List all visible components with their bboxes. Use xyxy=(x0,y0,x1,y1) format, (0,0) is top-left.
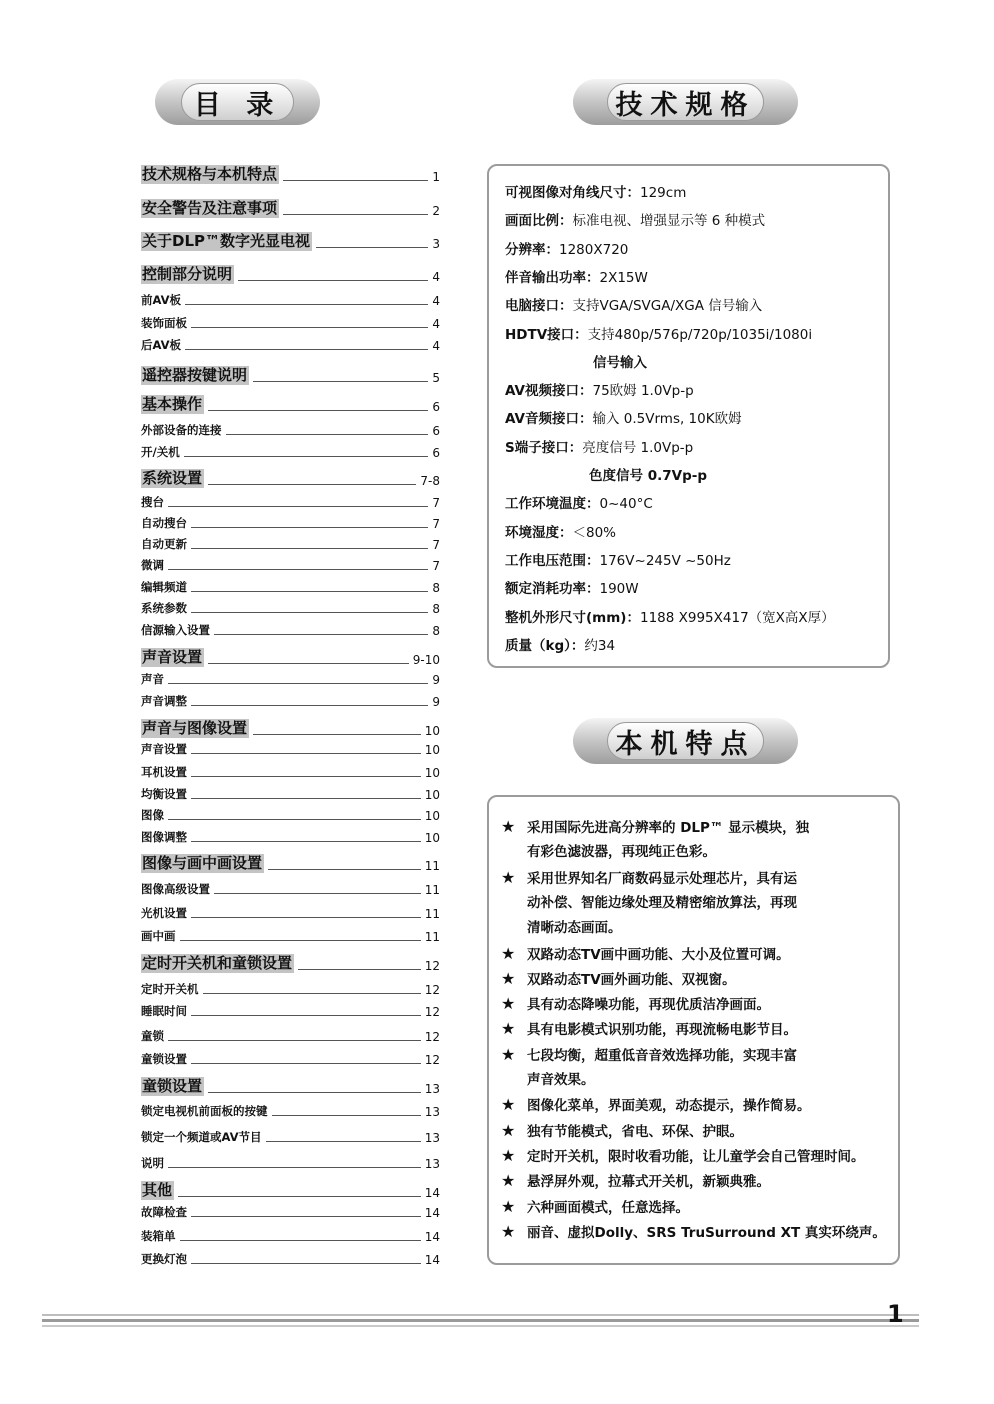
toc-section xyxy=(141,395,440,414)
toc-label: 其他 xyxy=(142,1181,173,1199)
toc-section xyxy=(141,232,440,251)
toc-section xyxy=(141,469,440,488)
toc-page: 6 xyxy=(432,400,440,414)
toc-page: 4 xyxy=(432,270,440,284)
toc-subsection xyxy=(141,982,440,997)
toc-page: 8 xyxy=(432,581,440,595)
toc-label: 童锁设置 xyxy=(142,1077,203,1095)
toc-subsection xyxy=(141,1205,440,1220)
toc-page: 12 xyxy=(424,1053,440,1067)
toc-label: 声音设置 xyxy=(142,648,203,666)
feature-text: 采用国际先进高分辨率的 DLP™ 显示模块，独 xyxy=(527,820,810,836)
toc-leader xyxy=(191,591,428,592)
feature-text: 双路动态TV画中画功能、大小及位置可调。 xyxy=(527,946,790,963)
spec-key: AV音频接口： xyxy=(505,411,593,428)
toc-leader xyxy=(184,456,429,457)
star-icon: ★ xyxy=(501,1095,516,1115)
toc-page: 13 xyxy=(424,1082,440,1096)
spec-row xyxy=(505,326,812,344)
spec-key: 额定消耗功率： xyxy=(505,581,600,598)
toc-subsection xyxy=(141,765,440,780)
spec-value: 色度信号 0.7Vp-p xyxy=(589,468,707,484)
toc-label: 控制部分说明 xyxy=(142,265,233,283)
features-title: 本机特点 xyxy=(607,722,764,760)
toc-subsection xyxy=(141,316,440,331)
toc-page: 13 xyxy=(424,1131,440,1145)
toc-label: 声音设置 xyxy=(141,742,187,756)
toc-leader xyxy=(238,280,428,281)
toc-subsection xyxy=(141,495,440,510)
toc-leader xyxy=(191,1015,421,1016)
feature-text: 采用世界知名厂商数码显示处理芯片，具有运 xyxy=(527,870,797,887)
toc-page: 14 xyxy=(424,1186,440,1200)
toc-subsection xyxy=(141,423,440,438)
toc-label: 技术规格与本机特点 xyxy=(142,165,278,183)
toc-subsection xyxy=(141,882,440,897)
toc-label: 声音与图像设置 xyxy=(142,719,248,737)
toc-label: 图像 xyxy=(141,808,164,822)
spec-key: 环境湿度： xyxy=(505,524,573,541)
toc-subsection xyxy=(141,906,440,921)
toc-label: 编辑频道 xyxy=(141,580,187,594)
toc-page: 12 xyxy=(424,1030,440,1044)
toc-subsection xyxy=(141,601,440,616)
spec-key: 质量（kg）： xyxy=(505,637,585,654)
feature-text: 悬浮屏外观，拉幕式开关机，新颖典雅。 xyxy=(527,1174,770,1191)
toc-label: 关于DLP™数字光显电视 xyxy=(142,232,311,250)
toc-label: 定时开关机 xyxy=(141,982,199,996)
star-icon: ★ xyxy=(501,994,516,1014)
toc-page: 14 xyxy=(424,1206,440,1220)
spec-value: 1280X720 xyxy=(559,241,629,258)
toc-page: 7-8 xyxy=(420,474,440,488)
spec-row xyxy=(505,382,694,400)
toc-page: 10 xyxy=(424,743,440,757)
toc-label: 外部设备的连接 xyxy=(141,423,222,437)
spec-row xyxy=(505,439,693,457)
toc-page: 3 xyxy=(432,237,440,251)
star-icon: ★ xyxy=(501,867,516,887)
toc-leader xyxy=(298,969,421,970)
toc-leader xyxy=(208,484,416,485)
toc-page: 4 xyxy=(432,339,440,353)
toc-page: 8 xyxy=(432,624,440,638)
spec-value: 1188 X995X417（宽X高X厚） xyxy=(639,609,835,626)
toc-label: 锁定一个频道或AV节目 xyxy=(141,1130,262,1144)
specs-title: 技术规格 xyxy=(607,83,764,121)
spec-row xyxy=(505,269,648,287)
toc-section xyxy=(141,165,440,184)
toc-leader xyxy=(208,663,409,664)
toc-label: 遥控器按键说明 xyxy=(142,366,248,384)
spec-value: 0~40°C xyxy=(599,496,653,513)
toc-page: 7 xyxy=(432,496,440,510)
toc-leader xyxy=(283,180,428,181)
spec-value: 标准电视、增强显示等 6 种模式 xyxy=(572,213,766,230)
feature-line xyxy=(501,818,809,837)
toc-leader xyxy=(191,776,421,777)
toc-section xyxy=(141,1077,440,1096)
toc-subsection xyxy=(141,293,440,308)
star-icon: ★ xyxy=(501,1221,516,1241)
feature-text: 七段均衡，超重低音音效选择功能，实现丰富 xyxy=(527,1047,797,1064)
toc-subsection xyxy=(141,537,440,552)
spec-row xyxy=(505,184,686,202)
spec-key: 电脑接口： xyxy=(505,298,573,315)
toc-leader xyxy=(191,705,428,706)
star-icon: ★ xyxy=(501,943,516,963)
page-number: 1 xyxy=(887,1300,904,1328)
toc-label: 前AV板 xyxy=(141,293,182,307)
feature-line xyxy=(527,919,622,937)
toc-leader xyxy=(191,527,428,528)
toc-page: 12 xyxy=(424,959,440,973)
toc-subsection xyxy=(141,623,440,638)
toc-subsection xyxy=(141,445,440,460)
spec-key: 伴音输出功率： xyxy=(505,269,600,286)
toc-leader xyxy=(168,569,428,570)
feature-text: 动补偿、智能边缘处理及精密缩放算法，再现 xyxy=(527,894,797,911)
toc-leader xyxy=(191,1216,421,1217)
toc-subsection xyxy=(141,1104,440,1119)
toc-page: 1 xyxy=(432,170,440,184)
toc-subsection xyxy=(141,558,440,573)
spec-row xyxy=(505,580,639,598)
toc-label: 装箱单 xyxy=(141,1229,176,1243)
spec-row xyxy=(505,410,742,428)
toc-leader xyxy=(316,247,428,248)
toc-leader xyxy=(180,940,421,941)
toc-subsection xyxy=(141,787,440,802)
toc-section xyxy=(141,366,440,385)
toc-leader xyxy=(214,893,421,894)
toc-leader xyxy=(191,1263,421,1264)
toc-subsection xyxy=(141,672,440,687)
toc-page: 11 xyxy=(424,907,440,921)
toc-leader xyxy=(253,734,421,735)
feature-line xyxy=(501,1122,743,1141)
toc-label: 童锁 xyxy=(141,1029,164,1043)
toc-subsection xyxy=(141,1052,440,1067)
feature-text: 双路动态TV画外画功能、双视窗。 xyxy=(527,971,736,988)
toc-label: 后AV板 xyxy=(141,338,182,352)
toc-label: 基本操作 xyxy=(142,395,203,413)
toc-page: 10 xyxy=(424,809,440,823)
spec-key: S端子接口： xyxy=(505,439,583,456)
toc-leader xyxy=(168,683,428,684)
toc-page: 12 xyxy=(424,1005,440,1019)
toc-subsection xyxy=(141,830,440,845)
feature-line xyxy=(527,1071,595,1089)
spec-value: 75欧姆 1.0Vp-p xyxy=(592,383,694,400)
toc-leader xyxy=(226,434,429,435)
toc-leader xyxy=(266,1141,421,1142)
toc-leader xyxy=(168,506,428,507)
star-icon: ★ xyxy=(501,817,516,836)
toc-leader xyxy=(178,1196,421,1197)
toc-label: 睡眠时间 xyxy=(141,1004,187,1018)
toc-section xyxy=(141,265,440,284)
star-icon: ★ xyxy=(501,1196,516,1216)
toc-label: 更换灯泡 xyxy=(141,1252,187,1266)
toc-leader xyxy=(191,548,428,549)
spec-value: 输入 0.5Vrms, 10K欧姆 xyxy=(592,411,742,428)
spec-key: HDTV接口： xyxy=(505,326,588,343)
spec-row xyxy=(505,524,616,542)
toc-subsection xyxy=(141,1252,440,1267)
spec-key: 整机外形尺寸(mm)： xyxy=(505,609,640,626)
toc-label: 声音 xyxy=(141,672,164,686)
feature-line xyxy=(501,945,790,964)
toc-page: 6 xyxy=(432,446,440,460)
toc-subsection xyxy=(141,742,440,757)
toc-leader xyxy=(208,410,428,411)
toc-label: 画中画 xyxy=(141,929,176,943)
toc-subsection xyxy=(141,1004,440,1019)
spec-value: 支持VGA/SVGA/XGA 信号输入 xyxy=(572,298,763,315)
star-icon: ★ xyxy=(501,1145,516,1165)
feature-text: 声音效果。 xyxy=(527,1072,595,1088)
toc-leader xyxy=(191,327,428,328)
toc-page: 4 xyxy=(432,317,440,331)
toc-label: 微调 xyxy=(141,558,164,572)
star-icon: ★ xyxy=(501,1171,516,1191)
toc-leader xyxy=(191,1063,421,1064)
spec-value: 176V~245V ~50Hz xyxy=(599,552,731,569)
feature-text: 清晰动态画面。 xyxy=(527,920,622,937)
toc-leader xyxy=(283,214,428,215)
spec-row xyxy=(505,241,628,259)
features-title-pill xyxy=(573,718,798,764)
footer-rule xyxy=(42,1310,919,1332)
toc-label: 开/关机 xyxy=(141,445,180,459)
toc-page: 7 xyxy=(432,559,440,573)
toc-page: 2 xyxy=(432,204,440,218)
star-icon: ★ xyxy=(501,968,516,988)
star-icon: ★ xyxy=(501,1044,516,1064)
toc-leader xyxy=(191,841,421,842)
toc-label: 童锁设置 xyxy=(141,1052,187,1066)
toc-page: 13 xyxy=(424,1157,440,1171)
toc-leader xyxy=(272,1115,421,1116)
spec-row xyxy=(505,212,765,230)
feature-text: 图像化菜单，界面美观，动态提示，操作简易。 xyxy=(527,1098,811,1115)
toc-leader xyxy=(168,819,421,820)
spec-key: 画面比例： xyxy=(505,213,573,230)
toc-label: 故障检查 xyxy=(141,1205,187,1219)
feature-line xyxy=(501,869,797,888)
feature-line xyxy=(501,1223,886,1242)
toc-label: 搜台 xyxy=(141,495,164,509)
toc-label: 安全警告及注意事项 xyxy=(142,199,278,217)
toc-label: 自动更新 xyxy=(141,537,187,551)
toc-section xyxy=(141,648,440,667)
toc-subsection xyxy=(141,808,440,823)
feature-line xyxy=(501,995,770,1014)
spec-row xyxy=(593,354,647,372)
toc-page: 11 xyxy=(424,859,440,873)
toc-section xyxy=(141,199,440,218)
star-icon: ★ xyxy=(501,1120,516,1140)
toc-section xyxy=(141,854,440,873)
toc-label: 声音调整 xyxy=(141,694,187,708)
toc-leader xyxy=(191,612,428,613)
toc-section xyxy=(141,1181,440,1200)
toc-page: 5 xyxy=(432,371,440,385)
toc-leader xyxy=(191,798,421,799)
toc-leader xyxy=(208,1092,421,1093)
toc-label: 定时开关机和童锁设置 xyxy=(142,954,293,972)
feature-text: 定时开关机，限时收看功能，让儿童学会自己管理时间。 xyxy=(527,1148,865,1165)
toc-page: 12 xyxy=(424,983,440,997)
spec-row xyxy=(505,552,731,570)
feature-text: 丽音、虚拟Dolly、SRS TruSurround XT 真实环绕声。 xyxy=(527,1224,886,1241)
feature-text: 六种画面模式，任意选择。 xyxy=(527,1199,689,1216)
feature-line xyxy=(501,1147,865,1166)
toc-label: 信源输入设置 xyxy=(141,623,210,637)
toc-leader xyxy=(185,349,428,350)
toc-page: 7 xyxy=(432,538,440,552)
toc-page: 9-10 xyxy=(412,653,440,667)
toc-leader xyxy=(203,993,421,994)
toc-page: 10 xyxy=(424,788,440,802)
toc-label: 装饰面板 xyxy=(141,316,187,330)
specs-panel xyxy=(487,164,890,668)
spec-key: 分辨率： xyxy=(505,241,559,258)
toc-label: 图像高级设置 xyxy=(141,882,210,896)
toc-section xyxy=(141,719,440,738)
spec-key: 可视图像对角线尺寸： xyxy=(505,185,640,201)
toc-page: 4 xyxy=(432,294,440,308)
toc-subsection xyxy=(141,1029,440,1044)
toc-page: 10 xyxy=(424,831,440,845)
spec-value: 约34 xyxy=(584,637,616,654)
feature-line xyxy=(501,1046,797,1065)
feature-line xyxy=(527,843,716,861)
spec-value: 支持480p/576p/720p/1035i/1080i xyxy=(587,326,813,343)
spec-value: 亮度信号 1.0Vp-p xyxy=(582,439,694,456)
toc-label: 系统设置 xyxy=(142,469,203,487)
toc-subsection xyxy=(141,338,440,353)
toc-section xyxy=(141,954,440,973)
toc-leader xyxy=(253,381,428,382)
toc-leader xyxy=(191,753,421,754)
toc-leader xyxy=(168,1167,421,1168)
toc-page: 8 xyxy=(432,602,440,616)
toc-label: 锁定电视机前面板的按键 xyxy=(141,1104,268,1118)
toc-label: 光机设置 xyxy=(141,906,187,920)
feature-line xyxy=(501,1096,811,1115)
toc-label: 系统参数 xyxy=(141,601,187,615)
features-panel xyxy=(487,795,900,1265)
spec-value: ＜80% xyxy=(572,524,617,541)
toc-page: 10 xyxy=(424,766,440,780)
toc-subsection xyxy=(141,929,440,944)
toc-leader xyxy=(191,917,421,918)
toc-title: 目 录 xyxy=(181,83,294,121)
spec-key: 工作环境温度： xyxy=(505,496,600,513)
spec-row xyxy=(505,637,615,655)
toc-subsection xyxy=(141,516,440,531)
toc-page: 11 xyxy=(424,883,440,897)
spec-row xyxy=(505,495,653,513)
toc-page: 9 xyxy=(432,673,440,687)
toc-subsection xyxy=(141,1229,440,1244)
toc-page: 14 xyxy=(424,1230,440,1244)
toc-subsection xyxy=(141,1156,440,1171)
spec-value: 129cm xyxy=(640,185,687,201)
toc-leader xyxy=(168,1040,421,1041)
toc-label: 说明 xyxy=(141,1156,164,1170)
toc-subsection xyxy=(141,580,440,595)
toc-label: 均衡设置 xyxy=(141,787,187,801)
feature-line xyxy=(501,1172,770,1191)
star-icon: ★ xyxy=(501,1019,516,1039)
spec-key: 工作电压范围： xyxy=(505,552,600,569)
spec-value: 190W xyxy=(599,581,639,598)
toc-leader xyxy=(185,304,428,305)
spec-value: 2X15W xyxy=(599,269,648,286)
feature-text: 有彩色滤波器，再现纯正色彩。 xyxy=(527,844,716,861)
spec-row xyxy=(505,609,835,627)
toc-page: 10 xyxy=(424,724,440,738)
specs-title-pill xyxy=(573,79,798,125)
spec-row xyxy=(589,467,707,485)
toc-page: 6 xyxy=(432,424,440,438)
toc-title-pill xyxy=(155,79,320,125)
toc-label: 自动搜台 xyxy=(141,516,187,530)
toc-subsection xyxy=(141,1130,440,1145)
toc-page: 9 xyxy=(432,695,440,709)
spec-value: 信号输入 xyxy=(593,354,647,371)
feature-line xyxy=(501,1020,797,1039)
toc-label: 图像与画中画设置 xyxy=(142,854,263,872)
toc-page: 13 xyxy=(424,1105,440,1119)
toc-label: 耳机设置 xyxy=(141,765,187,779)
toc-subsection xyxy=(141,694,440,709)
toc-leader xyxy=(214,634,428,635)
feature-text: 具有动态降噪功能，再现优质洁净画面。 xyxy=(527,997,770,1014)
feature-text: 独有节能模式，省电、环保、护眼。 xyxy=(527,1123,743,1140)
toc-label: 图像调整 xyxy=(141,830,187,844)
toc-leader xyxy=(180,1240,421,1241)
toc-page: 7 xyxy=(432,517,440,531)
toc-page: 11 xyxy=(424,930,440,944)
toc-leader xyxy=(268,869,421,870)
feature-line xyxy=(527,894,797,912)
spec-row xyxy=(505,297,762,315)
spec-key: AV视频接口： xyxy=(505,383,593,400)
toc-page: 14 xyxy=(424,1253,440,1267)
feature-line xyxy=(501,1198,689,1217)
feature-line xyxy=(501,970,736,989)
feature-text: 具有电影模式识别功能，再现流畅电影节目。 xyxy=(527,1022,797,1039)
